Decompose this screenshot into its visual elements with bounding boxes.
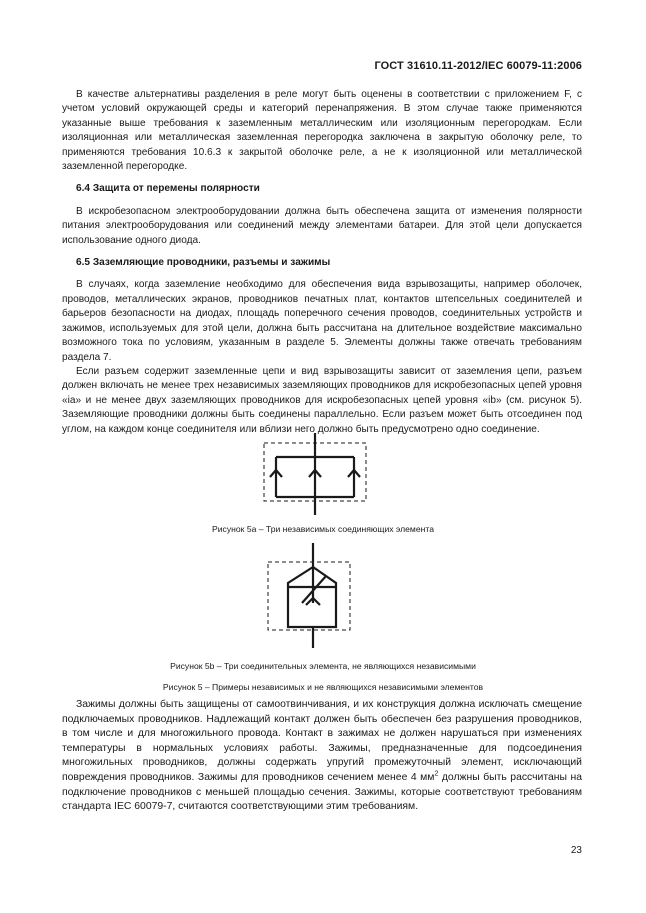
- section-6-5-heading: 6.5 Заземляющие проводники, разъемы и зажимы: [76, 257, 331, 269]
- figure-5-caption: Рисунок 5 – Примеры независимых и не являющихся независимыми элементов: [162, 682, 484, 692]
- terminals-paragraph: [62, 698, 582, 815]
- superscript-2: 2: [434, 770, 439, 778]
- figure-5b-diagram: [266, 543, 362, 648]
- figure-5a-diagram: [262, 433, 368, 515]
- terminals-text-part-1: Зажимы должны быть защищены от самоотвинчивания, и их конструкция должна исключать смещение подключаемых проводников. Надлежащий контакт должен быть обеспечен без разрушения проводников, в том числе и для многожильного провода. Контакт в зажимах не должен нарушаться при изменениях температуры в нормальных условиях работы. Зажимы, предназначенные для подсоединения многожильных проводников, должны содержать упругий промежуточный элемент, исключающий повреждения проводников. Зажимы для проводников сечением менее 4 мм: [62, 699, 582, 783]
- figure-5a-caption: Рисунок 5a – Три независимых соединяющих элемента: [212, 524, 434, 534]
- document-header: ГОСТ 31610.11-2012/IEC 60079-11:2006: [374, 60, 582, 72]
- section-6-5-paragraph-2: Если разъем содержит заземленные цепи и вид взрывозащиты зависит от заземления цепи, разъем должен включать не менее трех независимых заземляющих проводников для искробезопасных цепей уровня «ia» и не менее двух заземляющих проводников для искробезопасных цепей уровня «ib» (см. рисунок 5). Заземляющие проводники должны быть соединены параллельно. Если разъем может быть отсоединен под углом, на каждом конце соединителя или вблизи него должно быть предусмотрено одно соединение.: [62, 365, 582, 435]
- figure-5b-caption: Рисунок 5b – Три соединительных элемента, не являющихся независимыми: [170, 661, 476, 671]
- main-text: [62, 88, 582, 437]
- section-6-4-text: В искробезопасном электрооборудовании должна быть обеспечена защита от изменения полярности питания электрооборудования или соединений между элементами батареи. Для этой цели допускается использование одного диода.: [62, 205, 582, 246]
- page-number: 23: [570, 845, 582, 856]
- terminals-text: [62, 698, 582, 815]
- section-6-4-heading: 6.4 Защита от перемены полярности: [76, 183, 260, 195]
- terminals-text-part-2: должны быть рассчитаны на подключение проводников с меньшей площадью сечения. Зажимы, которые соответствуют требованиям стандарта IEC 60079-7, считаются соответствующими этим требованиям.: [62, 771, 582, 813]
- intro-paragraph: В качестве альтернативы разделения в реле могут быть оценены в соответствии с приложением F, с учетом условий окружающей среды и категорий перенапряжения. В этом случае также применяются указанные выше требования к заземленным металлическим или изоляционным перегородкам. Если изоляционная или металлическая заземленная перегородка заключена в закрытую оболочку реле, то применяются требования 10.6.3 к закрытой оболочке реле, а не к изоляционной или металлической заземленной перегородке.: [62, 89, 582, 173]
- section-6-5-paragraph-1: В случаях, когда заземление необходимо для обеспечения вида взрывозащиты, например оболочек, проводов, металлических экранов, проводников печатных плат, контактов штепсельных соединителей и барьеров безопасности на диодах, площадь поперечного сечения проводов, соединительных устройств и зажимов, используемых для этой цели, должна быть рассчитана на длительное воздействие максимально возможного тока по условиям, указанным в разделе 5. Элементы должны также отвечать требованиям раздела 7.: [62, 279, 582, 363]
